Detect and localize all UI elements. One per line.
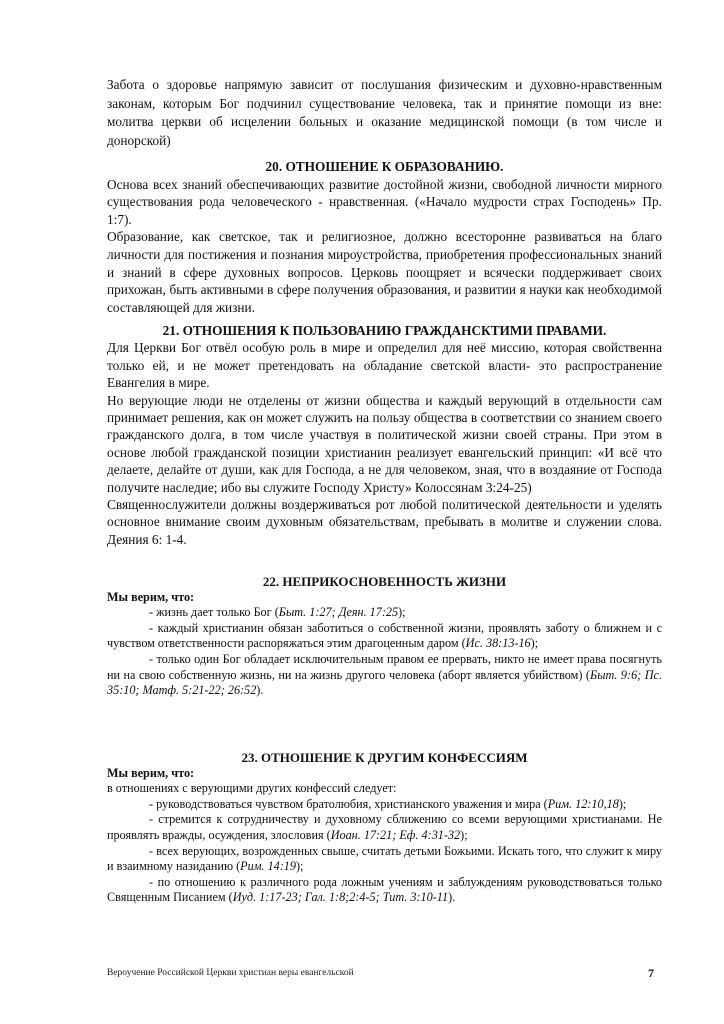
section-health — [107, 76, 662, 150]
belief-item: - только один Бог обладает исключительным правом ее прервать, никто не имеет права посягнуть ни на свою собственную жизнь, ни на жизнь другого человека (аборт является убийством) (Быт. 9:6; Пс. 35:10; Матф. 5:21-22; 26:52). — [107, 651, 662, 698]
belief-item: - руководствоваться чувством братолюбия, христианского уважения и мира (Рим. 12:10,18); — [149, 796, 627, 811]
belief-item: - всех верующих, возрожденных свыше, считать детьми Божьими. Искать того, что служит к миру и взаимному назиданию (Рим. 14:19); — [107, 843, 662, 874]
page-number: 7 — [648, 966, 654, 980]
belief-item: - жизнь дает только Бог (Быт. 1:27; Деян. 17:25); — [149, 605, 406, 620]
section-heading: 21. ОТНОШЕНИЯ К ПОЛЬЗОВАНИЮ ГРАЖДАНСКТИМИ ПРАВАМИ. — [162, 323, 607, 338]
education-paragraph-2: Образование, как светское, так и религиозное, должно всесторонне развиваться на благо личности для постижения и познания мироустройства, приобретения профессиональных знаний и знаний в сфере духовных вопросов. Церковь поощряет и всячески поддерживает своих прихожан, быть активными в сфере получения образования, и развитии я науки как необходимой составляющей для жизни. — [107, 229, 662, 315]
belief-intro: Мы верим, что: — [107, 765, 195, 780]
section-heading: 23. ОТНОШЕНИЕ К ДРУГИМ КОНФЕССИЯМ — [241, 750, 528, 765]
health-paragraph: Забота о здоровье напрямую зависит от послушания физическим и духовно-нравственным законам, которым Бог подчинил существование человека, так и принятие помощи из вне: молитва церкви об исцелении больных и оказание медицинской помощи (в том числе и донорской) — [107, 77, 662, 148]
section-other-confessions — [107, 750, 662, 906]
section-civil-rights — [107, 322, 662, 548]
belief-intro: Мы верим, что: — [107, 589, 195, 604]
civil-rights-paragraph-3: Священнослужители должны воздерживаться рот любой политической деятельности и уделять основное внимание своим духовным обязательствам, пребывать в молитве и служении слова. Деяния 6: 1-4. — [107, 497, 662, 547]
belief-item: - стремится к сотрудничеству и духовному сближению со всеми верующими христианами. Не проявлять вражды, осуждения, злословия (Иоан. 17:21; Еф. 4:31-32); — [107, 812, 662, 842]
belief-item: - каждый христианин обязан заботиться о собственной жизни, проявлять заботу о ближнем и с чувством ответственности распоряжаться этим драгоценным даром (Ис. 38:13-16); — [107, 620, 662, 651]
section-education — [107, 158, 662, 316]
section-heading: 20. ОТНОШЕНИЕ К ОБРАЗОВАНИЮ. — [265, 159, 504, 174]
civil-rights-paragraph-2: Но верующие люди не отделены от жизни общества и каждый верующий в отдельности сам принимает решения, как он может служить на пользу общества в соответствии со знанием своего гражданского долга, в том числе участвуя в политической жизни своей страны. При этом в основе любой гражданской позиции христианин реализует евангельский принцип: «И всё что делаете, делайте от души, как для Господа, а не для человеком, зная, что в воздаяние от Господа получите наследие; ибо вы служите Господу Христу» Колоссянам 3:24-25) — [107, 392, 662, 495]
belief-item: - по отношению к различного рода ложным учениям и заблуждениям руководствоваться только Священным Писанием (Иуд. 1:17-23; Гал. 1:8;2:4-5; Тит. 3:10-11). — [107, 874, 662, 905]
confessions-lead: в отношениях с верующими других конфессий следует: — [107, 781, 397, 796]
footer-title: Вероучение Российской Церкви христиан веры евангельской — [107, 968, 354, 978]
section-heading: 22. НЕПРИКОСНОВЕННОСТЬ ЖИЗНИ — [262, 574, 507, 589]
civil-rights-paragraph-1: Для Церкви Бог отвёл особую роль в мире и определил для неё миссию, которая свойственна только ей, и не может претендовать на обладание светской власти- это распространение Евангелия в мире. — [107, 340, 662, 391]
education-paragraph-1: Основа всех знаний обеспечивающих развитие достойной жизни, свободной личности мирного существования рода человеческого - нравственная. («Начало мудрости страх Господень» Пр. 1:7). — [107, 176, 662, 227]
section-sanctity-of-life — [107, 574, 662, 699]
